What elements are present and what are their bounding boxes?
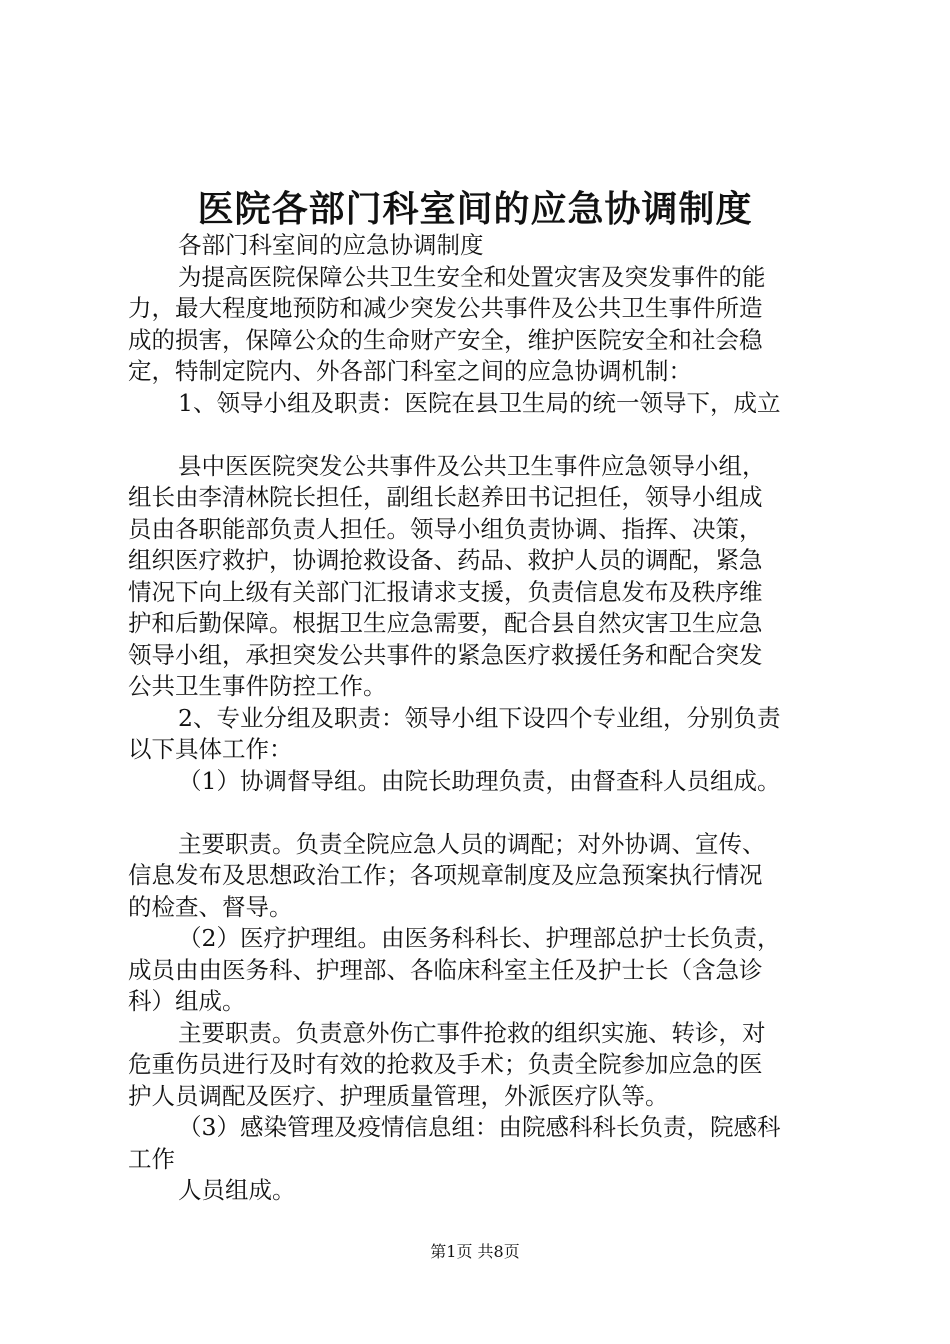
- paragraph-line: 护和后勤保障。根据卫生应急需要，配合县自然灾害卫生应急: [128, 609, 763, 637]
- document-title: 医院各部门科室间的应急协调制度: [197, 188, 753, 230]
- paragraph-line: 领导小组，承担突发公共事件的紧急医疗救援任务和配合突发: [128, 640, 763, 669]
- document-body: [128, 230, 828, 1207]
- paragraph-line: 成员由由医务科、护理部、各临床科室主任及护士长（含急诊: [128, 955, 763, 984]
- paragraph-line: 县中医医院突发公共事件及公共卫生事件应急领导小组，: [178, 451, 766, 480]
- paragraph-line: 各部门科室间的应急协调制度: [178, 231, 484, 259]
- paragraph-line: 人员组成。: [178, 1176, 296, 1204]
- paragraph-line: 1、领导小组及职责：医院在县卫生局的统一领导下，成立: [178, 388, 781, 417]
- paragraph-line: 危重伤员进行及时有效的抢救及手术；负责全院参加应急的医: [128, 1050, 763, 1078]
- paragraph-line: （1）协调督导组。由院长助理负责，由督查科人员组成。: [178, 766, 781, 795]
- paragraph-line: 组织医疗救护，协调抢救设备、药品、救护人员的调配，紧急: [128, 546, 763, 574]
- blank-line: [128, 419, 828, 451]
- paragraph-line: （3）感染管理及疫情信息组：由院感科科长负责，院感科: [178, 1113, 781, 1141]
- paragraph-line: 信息发布及思想政治工作；各项规章制度及应急预案执行情况: [128, 861, 763, 889]
- paragraph-line: 科）组成。: [128, 987, 246, 1015]
- paragraph-line: 情况下向上级有关部门汇报请求支援，负责信息发布及秩序维: [128, 577, 763, 606]
- paragraph-line: 为提高医院保障公共卫生安全和处置灾害及突发事件的能: [178, 262, 766, 291]
- paragraph-line: 力，最大程度地预防和减少突发公共事件及公共卫生事件所造: [128, 294, 763, 322]
- paragraph-line: （2）医疗护理组。由医务科科长、护理部总护士长负责，: [178, 924, 781, 952]
- paragraph-line: 成的损害，保障公众的生命财产安全，维护医院安全和社会稳: [128, 325, 763, 354]
- paragraph-line: 工作: [128, 1144, 175, 1173]
- paragraph-line: 公共卫生事件防控工作。: [128, 672, 387, 700]
- page-footer: 第1页 共8页: [430, 1242, 520, 1261]
- paragraph-line: 定，特制定院内、外各部门科室之间的应急协调机制：: [128, 357, 692, 385]
- paragraph-line: 的检查、督导。: [128, 892, 293, 921]
- paragraph-line: 组长由李清林院长担任，副组长赵养田书记担任，领导小组成: [128, 483, 763, 511]
- paragraph-line: 护人员调配及医疗、护理质量管理，外派医疗队等。: [128, 1081, 669, 1110]
- paragraph-line: 主要职责。负责全院应急人员的调配；对外协调、宣传、: [178, 829, 766, 858]
- blank-line: [128, 797, 828, 829]
- paragraph-line: 主要职责。负责意外伤亡事件抢救的组织实施、转诊，对: [178, 1018, 766, 1047]
- paragraph-line: 以下具体工作：: [128, 735, 293, 763]
- paragraph-line: 员由各职能部负责人担任。领导小组负责协调、指挥、决策，: [128, 514, 763, 543]
- paragraph-line: 2、专业分组及职责：领导小组下设四个专业组，分别负责: [178, 703, 781, 732]
